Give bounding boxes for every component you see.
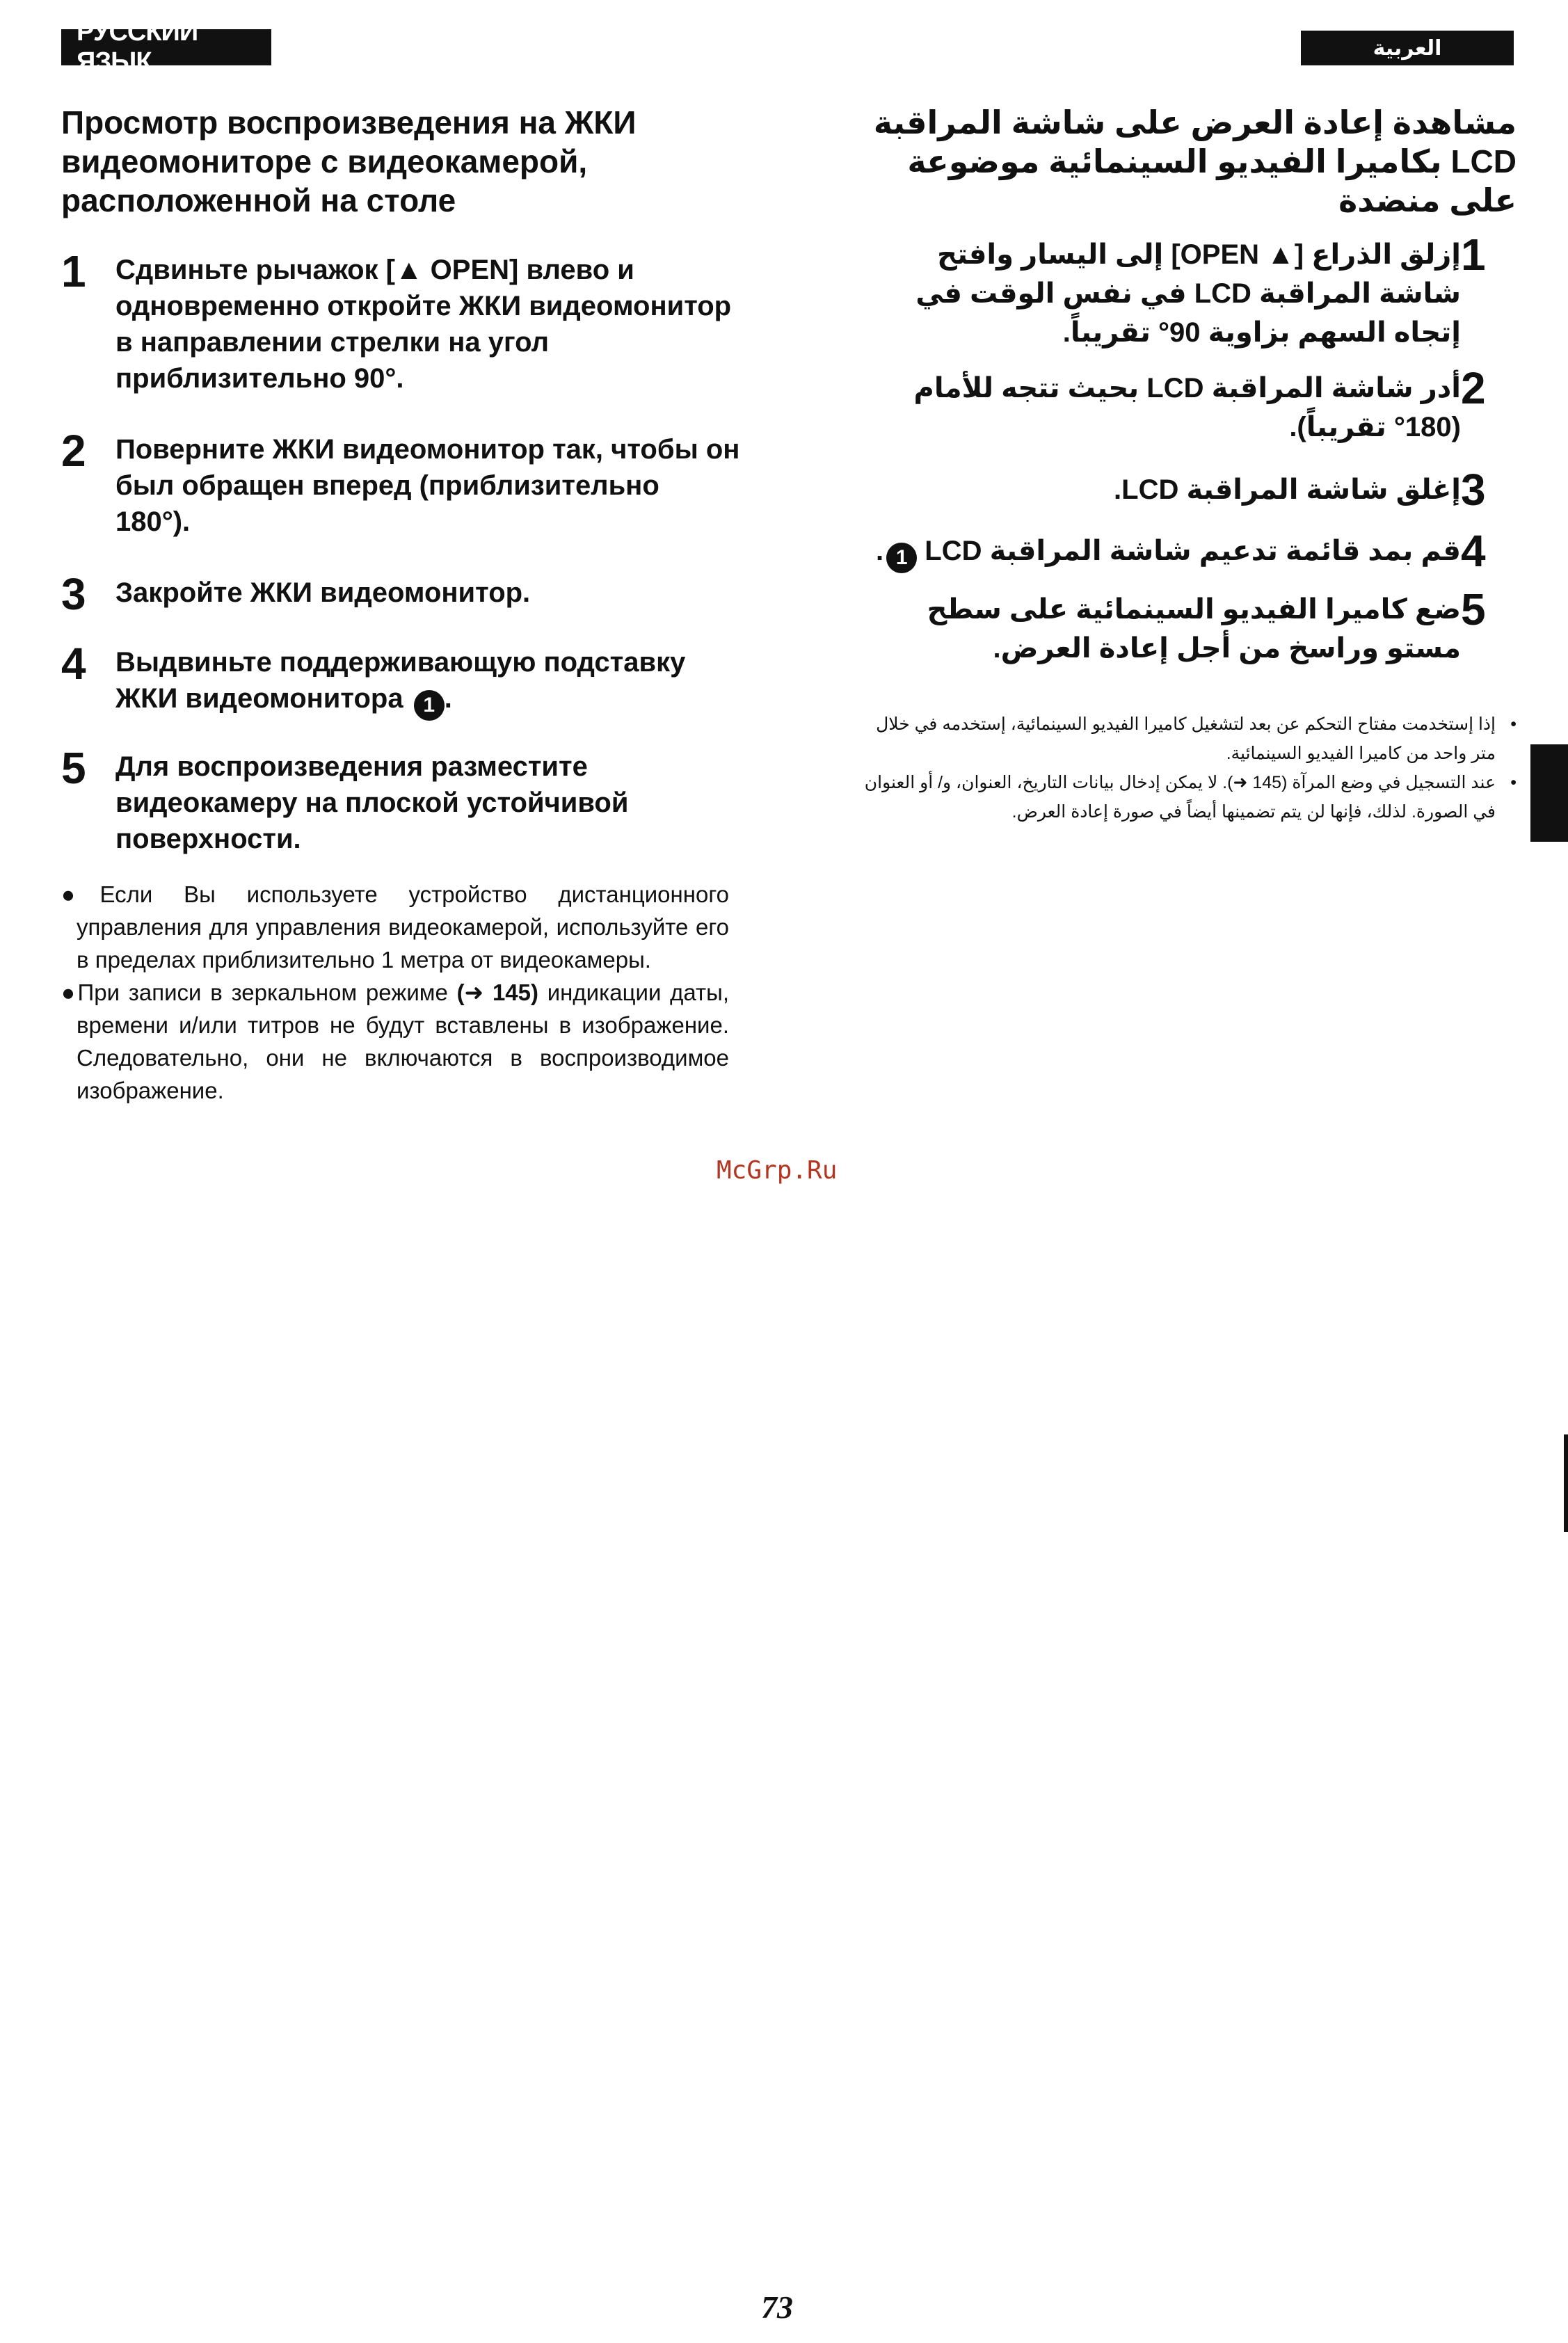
ru-step-text: Выдвиньте поддерживающую подставку ЖКИ видеомонитора (115, 647, 686, 714)
ar-note-2: • عند التسجيل في وضع المرآة (145 ➜). لا يمكن إدخال بيانات التاريخ، العنوان، و/ أو العنوان في الصورة. لذلك، فإنها لن يتم تضمينها أيضاً في صورة إعادة العرض. (856, 768, 1517, 826)
ru-section-title: Просмотр воспроизведения на ЖКИ видеомониторе с видеокамерой, расположенной на столе (61, 104, 637, 218)
ru-step-number: 2 (61, 426, 86, 476)
callout-marker-1: 1 (886, 543, 917, 573)
ru-step-4 (61, 639, 743, 721)
language-tab-arabic: العربية (1301, 31, 1514, 65)
ru-step-2 (61, 426, 743, 540)
ar-step-5 (849, 584, 1517, 668)
edge-mark-line (1564, 1434, 1568, 1532)
ar-step-number: 4 (1461, 526, 1486, 576)
ar-step-4 (849, 526, 1517, 576)
ar-step-text: إغلق شاشة المراقبة LCD. (1114, 474, 1461, 505)
ar-step-number: 2 (1461, 363, 1486, 413)
ru-step-number: 1 (61, 246, 86, 296)
ru-note-1: ●Если Вы используете устройство дистанционного управления для управления видеокамерой, используйте его в пределах приблизительно 1 метра от видеокамеры. (61, 881, 729, 973)
ru-step-1 (61, 246, 743, 397)
ru-step-punct: . (444, 683, 452, 714)
ru-step-text-wrap (115, 644, 742, 721)
ar-step-text: أدر شاشة المراقبة LCD بحيث تتجه للأمام (180° تقريباً). (913, 373, 1461, 442)
ar-step-1 (849, 230, 1517, 352)
ru-step-3 (61, 569, 743, 619)
ar-step-2 (849, 363, 1517, 447)
ru-notes (61, 878, 729, 1107)
ru-step-number: 4 (61, 639, 86, 689)
ar-step-number: 5 (1461, 584, 1486, 634)
page-number: 73 (761, 2289, 793, 2325)
ar-step-text-wrap (863, 531, 1461, 573)
ru-note-text: ●При записи в зеркальном режиме (61, 979, 457, 1005)
ru-step-text: Поверните ЖКИ видеомонитор так, чтобы он был обращен вперед (приблизительно 180°). (115, 434, 740, 537)
ru-step-number: 5 (61, 743, 86, 793)
ar-section-title: مشاهدة إعادة العرض على شاشة المراقبة LCD بكاميرا الفيديو السينمائية موضوعة على منضدة (873, 104, 1517, 218)
ar-step-punct: . (876, 536, 884, 566)
ru-note-page-ref: (➜ 145) (456, 979, 538, 1005)
ar-step-number: 3 (1461, 465, 1486, 515)
watermark: McGrp.Ru (717, 1156, 838, 1185)
ar-step-text: ضع كاميرا الفيديو السينمائية على سطح مستو وراسخ من أجل إعادة العرض. (927, 594, 1461, 664)
ru-step-text: Для воспроизведения разместите видеокамеру на плоской устойчивой поверхности. (115, 751, 629, 854)
ru-note-text: индикации даты, времени и/или титров не будут вставлены в изображение. Следовательно, они не включаются в воспроизводимое изображение. (77, 979, 729, 1103)
ar-notes (856, 710, 1517, 826)
ru-step-5 (61, 743, 743, 857)
ar-step-text: قم بمد قائمة تدعيم شاشة المراقبة LCD (925, 536, 1461, 566)
ar-step-text: إزلق الذراع [▲ OPEN] إلى اليسار وافتح شاشة المراقبة LCD في نفس الوقت في إتجاه السهم بزاوية 90° تقريباً. (915, 239, 1461, 348)
callout-marker-1: 1 (414, 690, 445, 721)
section-edge-tab (1530, 744, 1568, 842)
ru-step-text: Сдвиньте рычажок [▲ OPEN] влево и одновременно откройте ЖКИ видеомонитор в направлении стрелки на угол приблизительно 90°. (115, 255, 732, 394)
ar-note-1: • إذا إستخدمت مفتاح التحكم عن بعد لتشغيل كاميرا الفيديو السينمائية، إستخدمه في خلال متر واحد من كاميرا الفيديو السينمائية. (856, 710, 1517, 768)
ar-step-3 (849, 465, 1517, 515)
language-tab-russian: РУССКИЙ ЯЗЫК (61, 29, 271, 65)
ru-step-text: Закройте ЖКИ видеомонитор. (115, 577, 531, 608)
ar-step-number: 1 (1461, 230, 1486, 280)
ru-step-number: 3 (61, 569, 86, 619)
ru-note-2 (61, 976, 729, 1107)
